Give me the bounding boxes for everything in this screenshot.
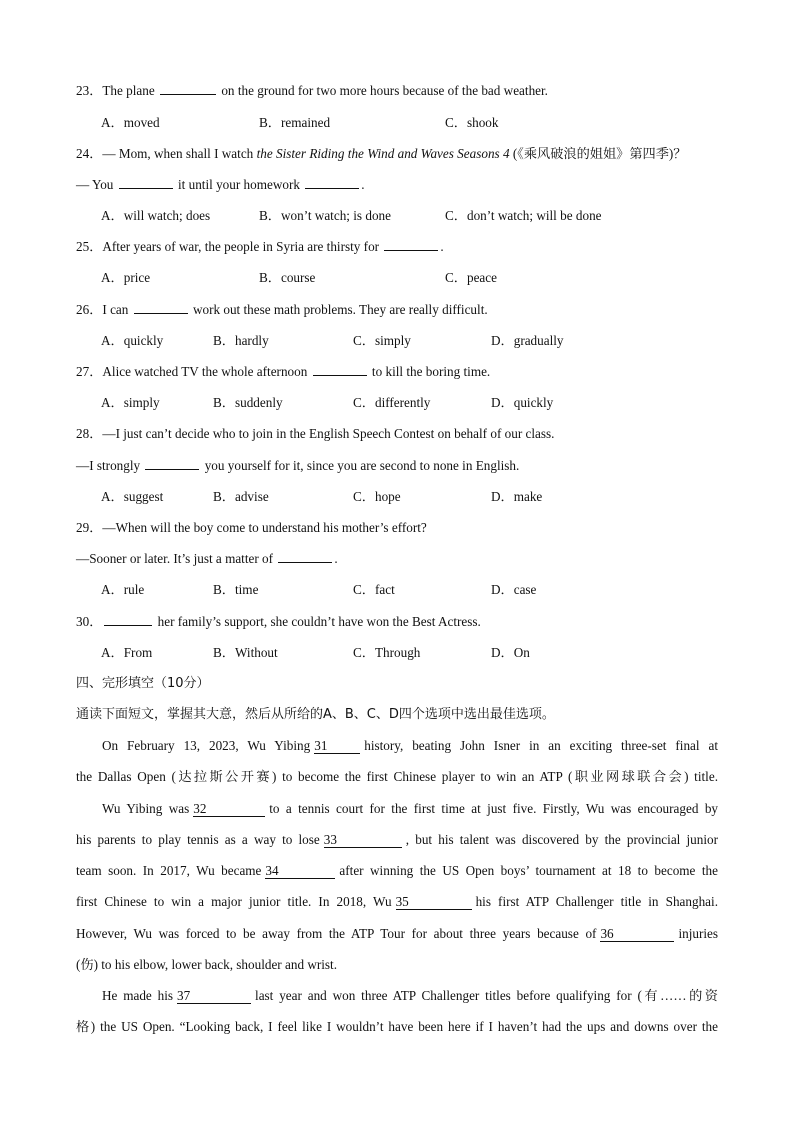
answer-blank <box>305 176 359 189</box>
question-29: 29．—When will the boy come to understand his mother’s effort? <box>76 520 427 535</box>
answer-blank <box>145 457 199 470</box>
passage-line: 格) the US Open. “Looking back, I feel like I wouldn’t have been here if I haven’t had the ups and downs over the <box>76 1019 718 1034</box>
cloze-blank-33: 33 <box>324 832 402 848</box>
option-26-d: D．gradually <box>491 333 564 348</box>
option-27-a: A．simply <box>101 395 160 410</box>
option-28-c: C．hope <box>353 489 401 504</box>
answer-blank <box>104 613 152 626</box>
option-29-b: B．time <box>213 582 259 597</box>
option-25-b: B．course <box>259 270 316 285</box>
option-28-b: B．advise <box>213 489 269 504</box>
question-26: 26．I can work out these math problems. They are really difficult. <box>76 302 488 317</box>
option-23-a: A．moved <box>101 115 160 130</box>
passage-line: the Dallas Open (达拉斯公开赛) to become the first Chinese player to win an ATP (职业网球联合会) title. <box>76 769 718 784</box>
option-24-c: C．don’t watch; will be done <box>445 208 602 223</box>
answer-blank <box>384 238 438 251</box>
cloze-blank-35: 35 <box>396 894 472 910</box>
option-29-c: C．fact <box>353 582 395 597</box>
question-30: 30． her family’s support, she couldn’t have won the Best Actress. <box>76 614 481 629</box>
option-26-a: A．quickly <box>101 333 164 348</box>
cloze-blank-36: 36 <box>600 926 674 942</box>
option-25-a: A．price <box>101 270 151 285</box>
question-29-reply: —Sooner or later. It’s just a matter of . <box>76 551 338 566</box>
answer-blank <box>278 550 332 563</box>
option-30-c: C．Through <box>353 645 421 660</box>
option-24-a: A．will watch; does <box>101 208 211 223</box>
passage-line: On February 13, 2023, Wu Yibing 31 history, beating John Isner in an exciting three-set final at <box>102 738 718 753</box>
cloze-blank-37: 37 <box>177 988 251 1004</box>
section-instruction: 通读下面短文，掌握其大意，然后从所给的A、B、C、D四个选项中选出最佳选项。 <box>76 707 555 722</box>
option-27-b: B．suddenly <box>213 395 283 410</box>
cloze-blank-32: 32 <box>193 801 265 817</box>
option-26-b: B．hardly <box>213 333 269 348</box>
passage-line: Wu Yibing was 32 to a tennis court for the first time at just five. Firstly, Wu was encouraged by <box>102 801 719 816</box>
option-30-d: D．On <box>491 645 530 660</box>
question-24-reply: — You it until your homework . <box>76 177 365 192</box>
question-28: 28．—I just can’t decide who to join in the English Speech Contest on behalf of our class. <box>76 426 555 441</box>
question-27: 27．Alice watched TV the whole afternoon to kill the boring time. <box>76 364 491 379</box>
answer-blank <box>160 82 216 95</box>
question-25: 25．After years of war, the people in Syria are thirsty for . <box>76 239 444 254</box>
passage-line: team soon. In 2017, Wu became 34 after winning the US Open boys’ tournament at 18 to become the <box>76 863 718 878</box>
answer-blank <box>313 363 367 376</box>
cloze-blank-34: 34 <box>265 863 335 879</box>
option-27-d: D．quickly <box>491 395 554 410</box>
option-28-a: A．suggest <box>101 489 164 504</box>
option-25-c: C．peace <box>445 270 497 285</box>
option-27-c: C．differently <box>353 395 431 410</box>
passage-line: However, Wu was forced to be away from the ATP Tour for about three years because of 36 injuries <box>76 926 718 941</box>
option-23-c: C．shook <box>445 115 499 130</box>
option-23-b: B．remained <box>259 115 331 130</box>
answer-blank <box>134 301 188 314</box>
passage-line: (伤) to his elbow, lower back, shoulder and wrist. <box>76 957 338 972</box>
option-29-a: A．rule <box>101 582 145 597</box>
option-30-a: A．From <box>101 645 153 660</box>
passage-line: first Chinese to win a major junior title. In 2018, Wu 35 his first ATP Challenger title in Shanghai. <box>76 894 718 909</box>
question-23: 23．The plane on the ground for two more hours because of the bad weather. <box>76 83 548 98</box>
option-30-b: B．Without <box>213 645 278 660</box>
question-28-reply: —I strongly you yourself for it, since you are second to none in English. <box>76 458 520 473</box>
passage-line: his parents to play tennis as a way to lose 33 , but his talent was discovered by the provincial junior <box>76 832 718 847</box>
question-24: 24．— Mom, when shall I watch the Sister Riding the Wind and Waves Seasons 4 (《乘风破浪的姐姐》第四季)？ <box>76 146 687 161</box>
cloze-blank-31: 31 <box>314 738 360 754</box>
answer-blank <box>119 176 173 189</box>
option-28-d: D．make <box>491 489 543 504</box>
option-29-d: D．case <box>491 582 537 597</box>
section-title: 四、完形填空（10分） <box>76 676 210 691</box>
passage-line: He made his 37 last year and won three ATP Challenger titles before qualifying for (有……的资 <box>102 988 718 1003</box>
option-24-b: B．won’t watch; is done <box>259 208 391 223</box>
option-26-c: C．simply <box>353 333 411 348</box>
